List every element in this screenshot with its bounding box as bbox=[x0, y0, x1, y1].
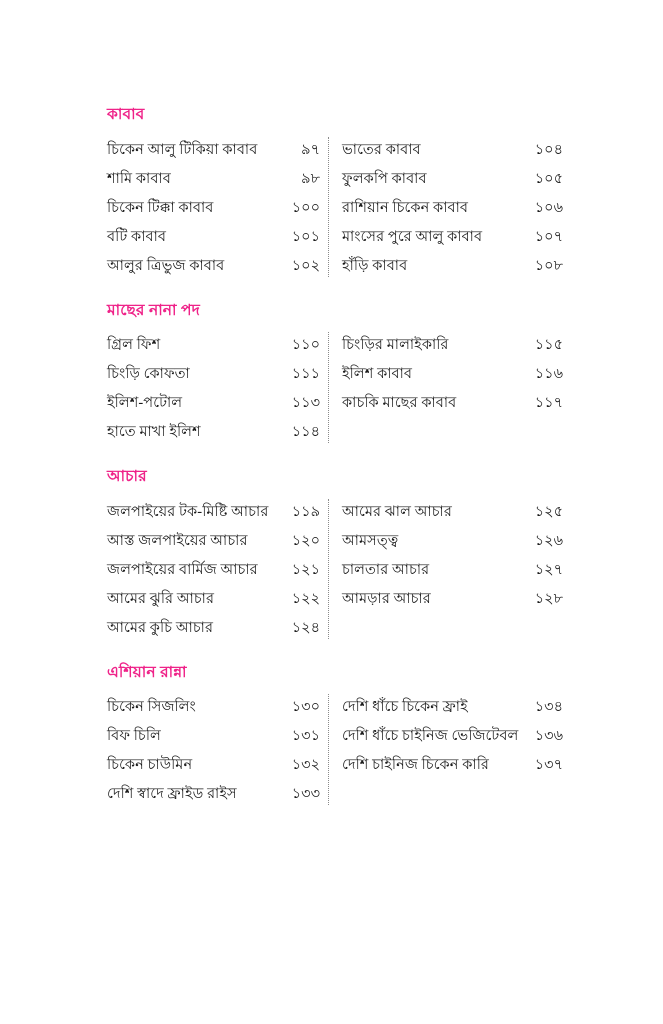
entry-page-number: ১০১ bbox=[291, 228, 320, 245]
toc-entry[interactable] bbox=[107, 527, 320, 556]
entry-page-number: ১০৭ bbox=[534, 228, 563, 245]
toc-entry[interactable] bbox=[107, 252, 320, 281]
entry-title: চিংড়ির মালাইকারি bbox=[342, 337, 449, 353]
column-divider bbox=[328, 499, 329, 639]
entry-title: চিকেন চাউমিন bbox=[107, 757, 193, 773]
entry-page-number: ১৩৭ bbox=[534, 757, 563, 773]
toc-entry[interactable] bbox=[107, 614, 320, 643]
entry-title: চিকেন টিক্কা কাবাব bbox=[107, 199, 214, 216]
entry-page-number: ১৩৩ bbox=[291, 786, 320, 802]
entry-title: দেশি স্বাদে ফ্রাইড রাইস bbox=[107, 786, 237, 802]
toc-entry[interactable] bbox=[342, 136, 563, 165]
entry-title: আমের কুচি আচার bbox=[107, 619, 214, 636]
entry-page-number: ১১৪ bbox=[291, 424, 320, 440]
entry-title: দেশি ধাঁচে চাইনিজ ভেজিটেবল bbox=[342, 728, 519, 744]
entry-page-number: ৯৮ bbox=[301, 170, 320, 187]
toc-entry[interactable] bbox=[342, 751, 563, 780]
toc-entry[interactable] bbox=[107, 722, 320, 751]
toc-entry[interactable] bbox=[342, 360, 563, 389]
column-divider bbox=[328, 137, 329, 277]
entry-page-number: ১২০ bbox=[291, 532, 320, 549]
section-body bbox=[107, 693, 563, 809]
entry-title: গ্রিল ফিশ bbox=[107, 337, 161, 353]
entry-title: ইলিশ-পটোল bbox=[107, 395, 183, 411]
toc-column-left bbox=[107, 136, 328, 281]
toc-entry[interactable] bbox=[342, 165, 563, 194]
toc-section bbox=[107, 469, 563, 643]
toc-section bbox=[107, 665, 563, 810]
entry-title: আস্ত জলপাইয়ের আচার bbox=[107, 532, 248, 549]
entry-page-number: ১৩১ bbox=[291, 728, 320, 744]
entry-page-number: ১১০ bbox=[291, 337, 320, 353]
entry-page-number: ১১৬ bbox=[534, 366, 563, 382]
toc-entry[interactable] bbox=[107, 585, 320, 614]
section-body bbox=[107, 331, 563, 447]
toc-entry[interactable] bbox=[107, 194, 320, 223]
toc-entry[interactable] bbox=[107, 498, 320, 527]
toc-entry[interactable] bbox=[107, 331, 320, 360]
toc-entry[interactable] bbox=[342, 498, 563, 527]
section-heading: কাবাব bbox=[107, 106, 145, 123]
toc-entry[interactable] bbox=[107, 165, 320, 194]
toc-column-left bbox=[107, 498, 328, 643]
entry-page-number: ১০০ bbox=[291, 199, 320, 216]
entry-title: কাচকি মাছের কাবাব bbox=[342, 395, 457, 411]
entry-title: রাশিয়ান চিকেন কাবাব bbox=[342, 199, 469, 216]
toc-entry[interactable] bbox=[342, 194, 563, 223]
entry-page-number: ১২৮ bbox=[534, 590, 563, 607]
section-heading: আচার bbox=[107, 468, 147, 485]
toc-entry[interactable] bbox=[107, 556, 320, 585]
entry-page-number: ১০৮ bbox=[534, 257, 563, 274]
toc-entry[interactable] bbox=[107, 389, 320, 418]
toc-entry[interactable] bbox=[107, 136, 320, 165]
entry-page-number: ১৩০ bbox=[291, 699, 320, 715]
toc-entry[interactable] bbox=[107, 780, 320, 809]
entry-title: আমড়ার আচার bbox=[342, 590, 431, 607]
toc-entry[interactable] bbox=[107, 418, 320, 447]
section-body bbox=[107, 136, 563, 281]
toc-entry[interactable] bbox=[107, 360, 320, 389]
column-divider bbox=[328, 694, 329, 805]
toc-entry[interactable] bbox=[107, 223, 320, 252]
entry-title: দেশি চাইনিজ চিকেন কারি bbox=[342, 757, 489, 773]
entry-page-number: ১০২ bbox=[291, 257, 320, 274]
entry-page-number: ১৩২ bbox=[291, 757, 320, 773]
entry-title: চিকেন আলু টিকিয়া কাবাব bbox=[107, 141, 258, 158]
toc-column-left bbox=[107, 331, 328, 447]
entry-title: আমের ঝাল আচার bbox=[342, 503, 452, 520]
entry-page-number: ১০৫ bbox=[534, 170, 563, 187]
entry-title: বটি কাবাব bbox=[107, 228, 167, 245]
entry-title: চালতার আচার bbox=[342, 561, 430, 578]
entry-page-number: ১২৪ bbox=[291, 619, 320, 636]
entry-title: বিফ চিলি bbox=[107, 728, 161, 744]
entry-page-number: ৯৭ bbox=[301, 141, 320, 158]
toc-entry[interactable] bbox=[107, 751, 320, 780]
section-heading: মাছের নানা পদ bbox=[107, 301, 200, 319]
entry-title: দেশি ধাঁচে চিকেন ফ্রাই bbox=[342, 699, 468, 715]
entry-page-number: ১৩৬ bbox=[534, 728, 563, 744]
entry-title: চিংড়ি কোফতা bbox=[107, 366, 190, 382]
entry-page-number: ১২৬ bbox=[534, 532, 563, 549]
toc-column-right bbox=[328, 136, 563, 281]
entry-page-number: ১২৭ bbox=[534, 561, 563, 578]
entry-title: শামি কাবাব bbox=[107, 170, 171, 187]
entry-title: ফুলকপি কাবাব bbox=[342, 170, 427, 187]
toc-column-right bbox=[328, 498, 563, 643]
entry-page-number: ১১৯ bbox=[291, 503, 320, 520]
entry-title: চিকেন সিজলিং bbox=[107, 699, 196, 715]
toc-column-right bbox=[328, 693, 563, 809]
column-divider bbox=[328, 332, 329, 443]
entry-title: জলপাইয়ের টক-মিষ্টি আচার bbox=[107, 503, 269, 520]
toc-section bbox=[107, 107, 563, 281]
entry-page-number: ১২৫ bbox=[534, 503, 563, 520]
entry-title: আমের ঝুরি আচার bbox=[107, 590, 215, 607]
toc-section bbox=[107, 303, 563, 448]
entry-page-number: ১১১ bbox=[291, 366, 320, 382]
section-body bbox=[107, 498, 563, 643]
entry-page-number: ১৩৪ bbox=[534, 699, 563, 715]
toc-column-left bbox=[107, 693, 328, 809]
entry-title: আমসত্ত্ব bbox=[342, 532, 399, 549]
toc-entry[interactable] bbox=[342, 331, 563, 360]
table-of-contents bbox=[107, 107, 563, 809]
toc-entry[interactable] bbox=[342, 527, 563, 556]
toc-entry[interactable] bbox=[342, 556, 563, 585]
entry-page-number: ১০৪ bbox=[534, 141, 563, 158]
entry-page-number: ১২২ bbox=[291, 590, 320, 607]
toc-entry[interactable] bbox=[342, 585, 563, 614]
entry-title: হাতে মাখা ইলিশ bbox=[107, 424, 201, 440]
toc-entry[interactable] bbox=[107, 693, 320, 722]
toc-entry[interactable] bbox=[342, 223, 563, 252]
entry-title: হাঁড়ি কাবাব bbox=[342, 257, 408, 274]
entry-page-number: ১১৭ bbox=[534, 395, 563, 411]
entry-title: ভাতের কাবাব bbox=[342, 141, 421, 158]
toc-column-right bbox=[328, 331, 563, 447]
toc-entry[interactable] bbox=[342, 693, 563, 722]
toc-entry[interactable] bbox=[342, 722, 563, 751]
entry-page-number: ১০৬ bbox=[534, 199, 563, 216]
entry-title: ইলিশ কাবাব bbox=[342, 366, 413, 382]
entry-page-number: ১১৫ bbox=[534, 337, 563, 353]
toc-entry[interactable] bbox=[342, 389, 563, 418]
section-heading: এশিয়ান রান্না bbox=[107, 663, 187, 681]
toc-entry[interactable] bbox=[342, 252, 563, 281]
entry-page-number: ১১৩ bbox=[291, 395, 320, 411]
entry-title: মাংসের পুরে আলু কাবাব bbox=[342, 228, 483, 245]
entry-title: আলুর ত্রিভুজ কাবাব bbox=[107, 257, 225, 274]
entry-title: জলপাইয়ের বার্মিজ আচার bbox=[107, 561, 258, 578]
entry-page-number: ১২১ bbox=[291, 561, 320, 578]
